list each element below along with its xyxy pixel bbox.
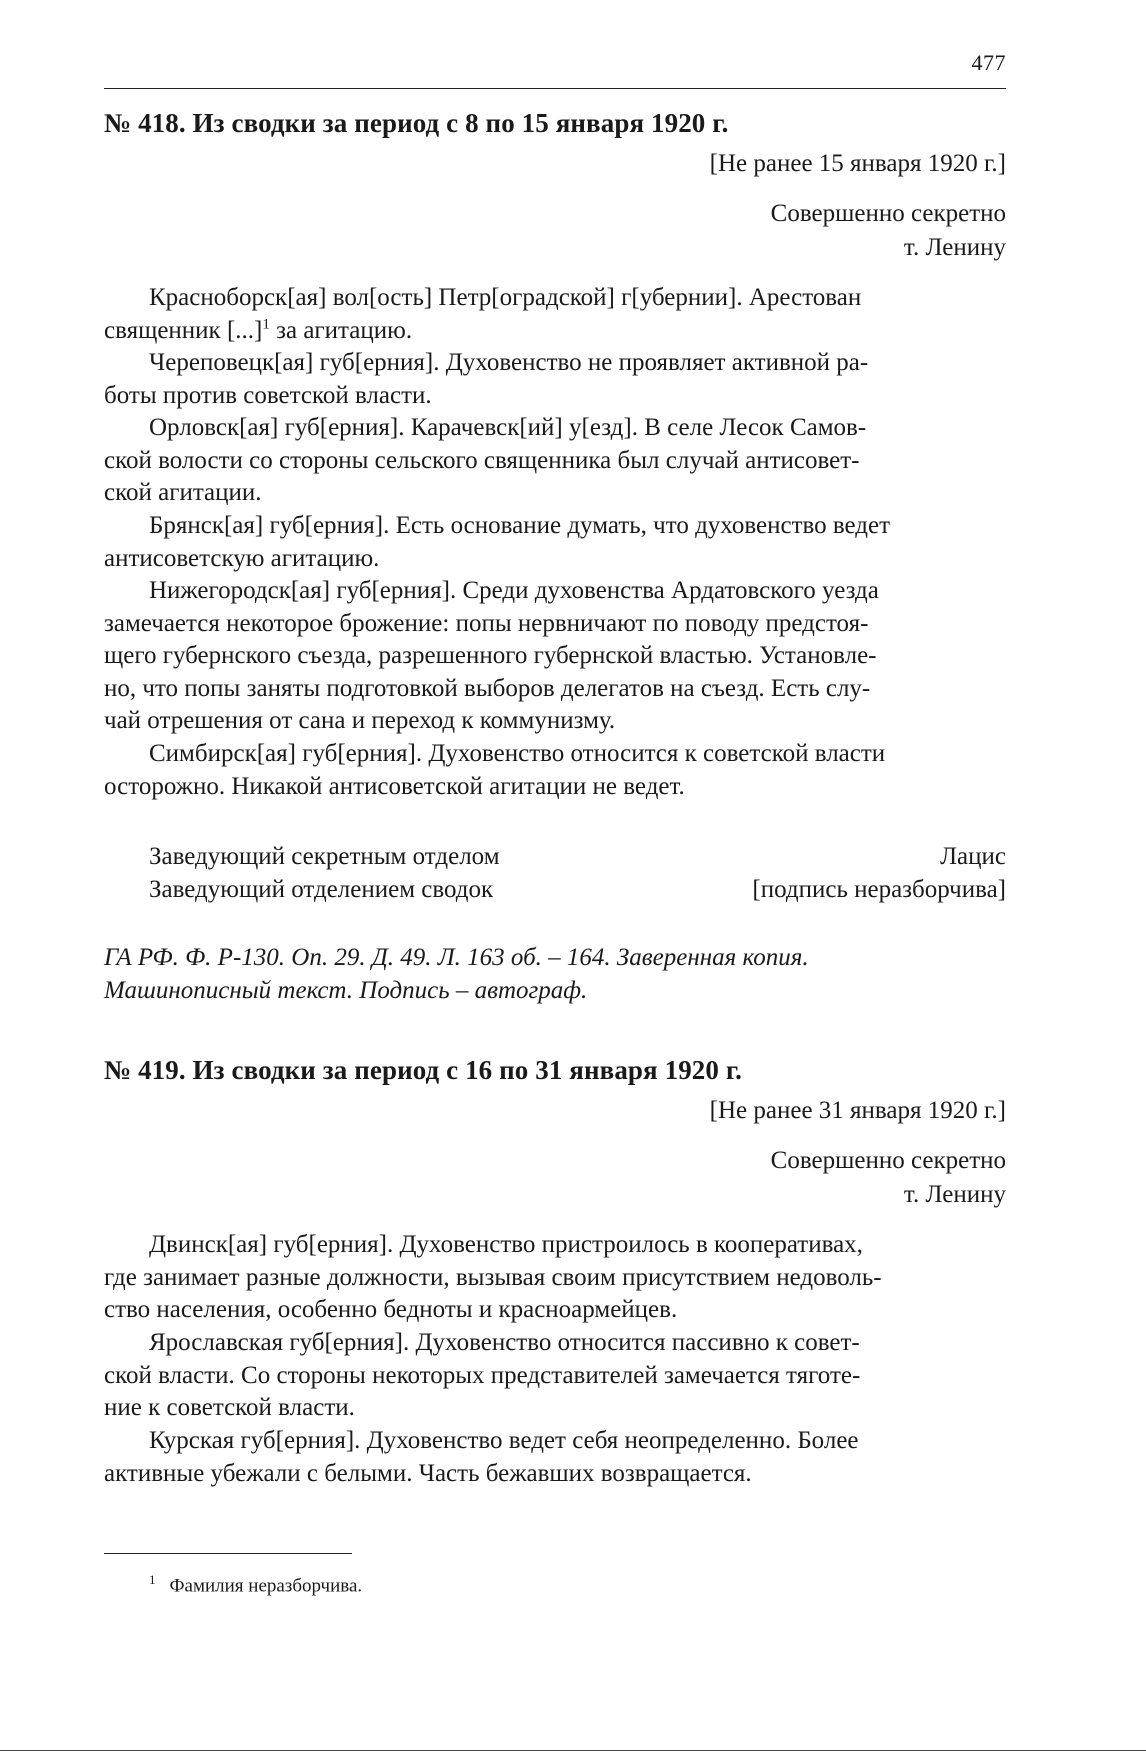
doc-418-paragraph-1 xyxy=(104,282,1006,347)
doc-418-classification: Совершенно секретно xyxy=(770,200,1006,227)
doc-418-p1-text-b: за агитацию. xyxy=(269,316,413,344)
doc-418-p1-text-a: Красноборск[ая] вол[ость] Петр[оградской] г[убернии]. Арестован священник [...] xyxy=(104,284,862,344)
doc-418-title: № 418. Из сводки за период с 8 по 15 января 1920 г. xyxy=(104,108,729,138)
doc-418-paragraph-3: Орловск[ая] губ[ерния]. Карачевск[ий] у[езд]. В селе Лесок Самов- ской волости со стороны сельского священника был случай антисовет- ской агитации. xyxy=(104,414,867,506)
doc-419-paragraph-3: Курская губ[ерния]. Духовенство ведет себя неопределенно. Более активные убежали с белыми. Часть бежавших возвращается. xyxy=(104,1427,859,1487)
signature-name: [подпись неразборчива] xyxy=(752,876,1006,903)
signature-position: Заведующий секретным отделом xyxy=(149,843,500,870)
doc-419-classification: Совершенно секретно xyxy=(770,1147,1006,1174)
page-bottom-edge xyxy=(0,1750,1146,1751)
doc-418-addressee: т. Ленину xyxy=(903,234,1006,261)
header-rule xyxy=(104,88,1006,89)
signature-name: Лацис xyxy=(940,843,1006,870)
footnote-text: Фамилия неразборчива. xyxy=(169,1575,363,1597)
footnote-mark: 1 xyxy=(149,1572,156,1587)
doc-418-date: [Не ранее 15 января 1920 г.] xyxy=(709,150,1006,177)
doc-418-paragraph-6: Симбирск[ая] губ[ерния]. Духовенство относится к советской власти осторожно. Никакой антисоветской агитации не ведет. xyxy=(104,740,886,800)
doc-418-archive-reference: ГА РФ. Ф. Р-130. Оп. 29. Д. 49. Л. 163 об. – 164. Заверенная копия. Машинописный текст. Подпись – автограф. xyxy=(104,944,809,1004)
doc-418-paragraph-2: Череповецк[ая] губ[ерния]. Духовенство не проявляет активной ра- боты против советской власти. xyxy=(104,349,869,409)
doc-419-paragraph-2: Ярославская губ[ерния]. Духовенство относится пассивно к совет- ской власти. Со стороны некоторых представителей замечается тяготе- ние к советской власти. xyxy=(104,1329,861,1421)
doc-419-date: [Не ранее 31 января 1920 г.] xyxy=(709,1097,1006,1124)
footnote xyxy=(149,1572,362,1597)
book-page xyxy=(104,0,1006,1757)
footnote-rule xyxy=(104,1553,352,1554)
footnote-reference: 1 xyxy=(262,316,270,333)
doc-418-paragraph-4: Брянск[ая] губ[ерния]. Есть основание думать, что духовенство ведет антисоветскую агитацию. xyxy=(104,512,891,572)
signature-position: Заведующий отделением сводок xyxy=(149,876,494,903)
page-number: 477 xyxy=(971,50,1006,75)
doc-419-title: № 419. Из сводки за период с 16 по 31 января 1920 г. xyxy=(104,1055,743,1085)
doc-418-paragraph-5: Нижегородск[ая] губ[ерния]. Среди духовенства Ардатовского уезда замечается некоторое брожение: попы нервничают по поводу предстоя- щего губернского съезда, разрешенного губернской властью. Установле- но, что попы заняты подготовкой выборов делегатов на съезд. Есть слу- чай отрешения от сана и переход к коммунизму. xyxy=(104,577,879,734)
doc-419-addressee: т. Ленину xyxy=(903,1181,1006,1208)
doc-419-paragraph-1: Двинск[ая] губ[ерния]. Духовенство пристроилось в кооперативах, где занимает разные должности, вызывая своим присутствием недоволь- ство населения, особенно бедноты и красноармейцев. xyxy=(104,1231,882,1323)
